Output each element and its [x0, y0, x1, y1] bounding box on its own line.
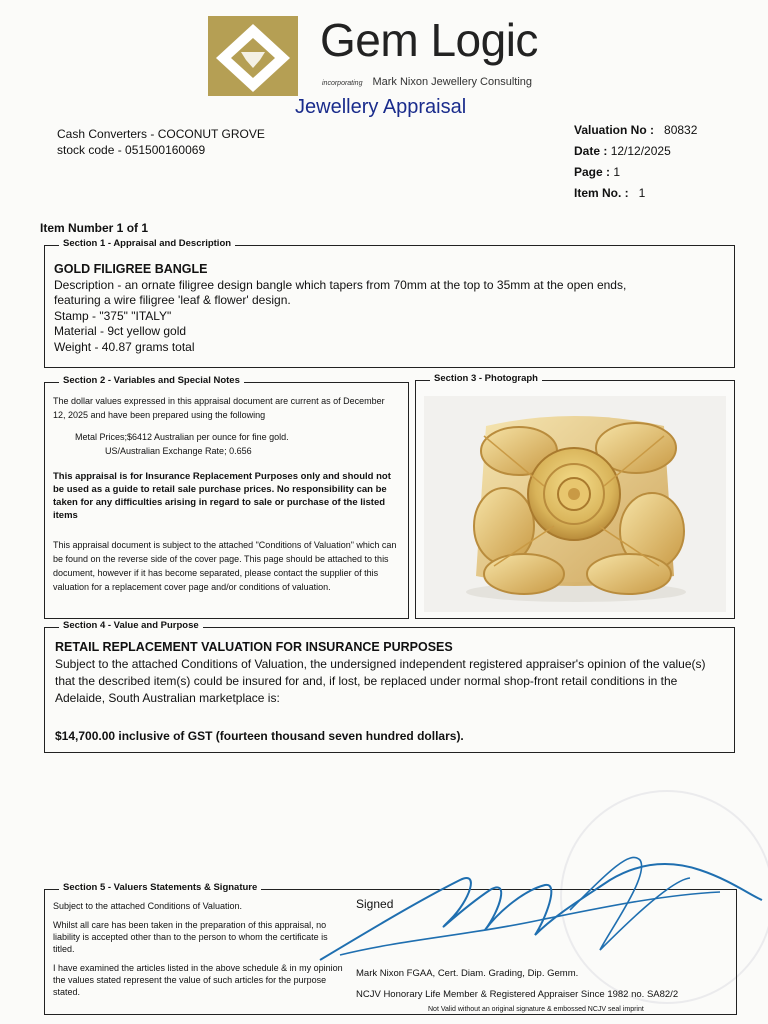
stamp-text: Stamp - "375" "ITALY": [54, 308, 172, 323]
insurance-warning: This appraisal is for Insurance Replacement Purposes only and should not be used as a guide to retail sale purchase prices. No responsibility can be taken for any difficulties arising in regard to sale or purchase of the listed items: [53, 471, 391, 521]
conditions-note: This appraisal document is subject to the attached "Conditions of Valuation" which can be found on the reverse side of the cover page. This page should be attached to this document, however if it has become separated, please contact the supplier of this valuation for a replacement cover page and/or conditions of valuation.: [53, 540, 397, 592]
material-text: Material - 9ct yellow gold: [54, 324, 187, 338]
date-value: 12/12/2025: [610, 144, 671, 158]
bangle-photo: [424, 396, 726, 612]
validity-note: Not Valid without an original signature & embossed NCJV seal imprint: [428, 1006, 644, 1013]
diamond-logo-icon: [208, 16, 298, 96]
appraiser-membership: NCJV Honorary Life Member & Registered Appraiser Since 1982 no. SA82/2: [356, 989, 679, 1000]
signed-label: Signed: [356, 897, 394, 911]
section-appraisal-description: [44, 238, 735, 368]
date-label: Date :: [574, 144, 608, 158]
exchange-rate: US/Australian Exchange Rate; 0.656: [105, 446, 252, 456]
section-4-label: Section 4 - Value and Purpose: [59, 620, 203, 631]
item-value: 1: [638, 186, 646, 200]
gold-bangle-image: [424, 396, 726, 612]
description-line-2: featuring a wire filigree 'leaf & flower' design.: [54, 293, 291, 307]
description-line-1: Description - an ornate filigree design bangle which tapers from 70mm at the top to 35mm at the open ends,: [54, 277, 627, 292]
section-variables-notes: [44, 375, 409, 619]
section-2-label: Section 2 - Variables and Special Notes: [59, 375, 244, 386]
appraiser-credentials: Mark Nixon FGAA, Cert. Diam. Grading, Dip. Gemm.: [356, 968, 579, 979]
section-3-label: Section 3 - Photograph: [430, 373, 542, 384]
valuation-amount: $14,700.00 inclusive of GST (fourteen thousand seven hundred dollars).: [55, 729, 464, 743]
metal-prices: Metal Prices;$6412 Australian per ounce for fine gold.: [75, 432, 289, 442]
client-name: Cash Converters - COCONUT GROVE: [57, 127, 265, 141]
client-info: [57, 126, 265, 158]
consulting-text: Mark Nixon Jewellery Consulting: [372, 76, 533, 88]
item-label: Item No. :: [574, 186, 629, 200]
valuation-statement: Subject to the attached Conditions of Valuation, the undersigned independent registered appraiser's opinion of the value(s) that the described item(s) could be insured for and, if lost, be replaced under normal shop-front retail conditions in the Adelaide, South Australian marketplace is:: [55, 657, 706, 705]
document-title: Jewellery Appraisal: [295, 96, 467, 118]
statement-liability: Whilst all care has been taken in the preparation of this appraisal, no liability is accepted other than to the person to whom the certificate is titled.: [53, 920, 328, 954]
section-valuer-statements: [44, 882, 737, 1015]
gem-logic-logo: [208, 16, 298, 96]
valuation-number: 80832: [664, 123, 698, 137]
section-photograph: [415, 373, 735, 619]
stock-code: stock code - 051500160069: [57, 143, 206, 157]
section-value-purpose: [44, 620, 735, 753]
statement-conditions: Subject to the attached Conditions of Valuation.: [53, 901, 242, 911]
weight-text: Weight - 40.87 grams total: [54, 339, 195, 354]
incorporating-text: incorporating: [322, 80, 363, 87]
section-5-label: Section 5 - Valuers Statements & Signature: [59, 882, 261, 893]
valuation-purpose-title: RETAIL REPLACEMENT VALUATION FOR INSURANCE PURPOSES: [55, 640, 453, 654]
valuation-label: Valuation No :: [574, 123, 655, 137]
page-value: 1: [613, 165, 621, 179]
pricing-intro: The dollar values expressed in this appraisal document are current as of December 12, 2025 and have been prepared using the following: [53, 396, 385, 420]
brand-subtitle: [322, 76, 532, 88]
valuation-meta: [574, 120, 697, 204]
item-title: GOLD FILIGREE BANGLE: [54, 262, 208, 276]
item-heading: Item Number 1 of 1: [40, 221, 149, 235]
page-label: Page :: [574, 165, 611, 179]
statement-examined: I have examined the articles listed in the above schedule & in my opinion the values stated represent the value of such articles for the purpose stated.: [53, 963, 343, 997]
section-1-label: Section 1 - Appraisal and Description: [59, 238, 235, 249]
brand-name: Gem Logic: [320, 14, 538, 66]
